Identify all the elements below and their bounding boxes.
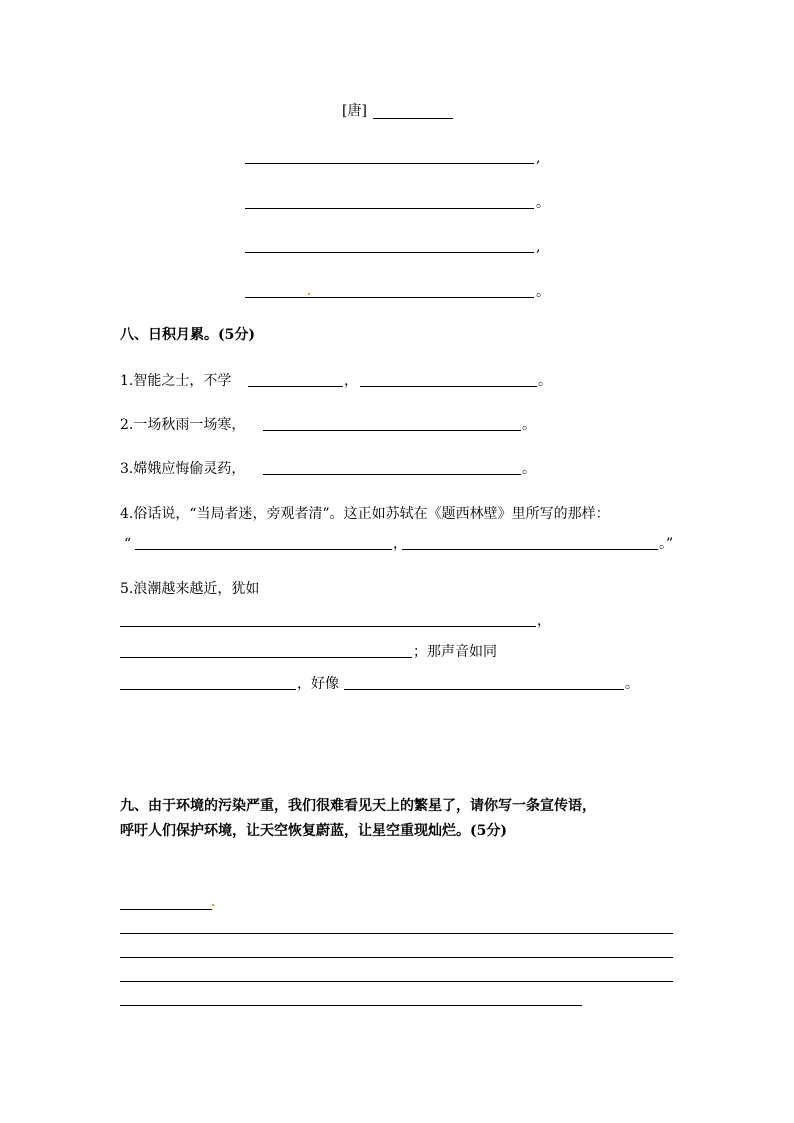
q2-blank[interactable] bbox=[263, 430, 521, 431]
q3-prefix: 3.嫦娥应悔偷灵药， bbox=[120, 461, 246, 477]
poem-line-4-blank[interactable] bbox=[245, 297, 534, 298]
q3-blank[interactable] bbox=[263, 474, 521, 475]
poem-line-3-blank[interactable] bbox=[245, 252, 534, 253]
stray-mark-2 bbox=[212, 904, 214, 906]
q5-mid: ；那声音如同 bbox=[413, 644, 497, 660]
stray-mark bbox=[308, 293, 310, 295]
q1-separator: ， bbox=[344, 373, 358, 389]
q1-end: 。 bbox=[538, 373, 552, 389]
slogan-line-4[interactable] bbox=[120, 1005, 582, 1006]
slogan-line-1[interactable] bbox=[120, 933, 673, 934]
q5-end: 。 bbox=[625, 676, 639, 692]
q4-blank-1[interactable] bbox=[135, 549, 392, 550]
slogan-blank-short[interactable] bbox=[120, 909, 212, 910]
q5-blank-1[interactable] bbox=[120, 626, 536, 627]
poem-line-3-punct: , bbox=[536, 239, 541, 255]
section-9-heading-line-2: 呼吁人们保护环境，让天空恢复蔚蓝，让星空重现灿烂。(5分) bbox=[120, 823, 507, 839]
poem-author-blank[interactable] bbox=[373, 118, 453, 119]
q5-blank-2[interactable] bbox=[120, 657, 412, 658]
poem-line-1-punct: , bbox=[536, 150, 541, 166]
q4-open-quote: “ bbox=[124, 536, 132, 552]
q1-blank-1[interactable] bbox=[248, 386, 343, 387]
q5-blank-3[interactable] bbox=[120, 689, 296, 690]
q3-end: 。 bbox=[522, 461, 536, 477]
poem-line-4-punct: 。 bbox=[536, 284, 550, 300]
q5-blank-4[interactable] bbox=[344, 689, 624, 690]
q4-text: 4.俗话说，“当局者迷，旁观者清”。这正如苏轼在《题西林壁》里所写的那样： bbox=[120, 506, 610, 522]
slogan-line-2[interactable] bbox=[120, 957, 673, 958]
q4-separator: ， bbox=[393, 536, 407, 552]
poem-dynasty: [唐] bbox=[342, 103, 367, 119]
section-9-heading-line-1: 九、由于环境的污染严重，我们很难看见天上的繁星了，请你写一条宣传语， bbox=[120, 798, 596, 814]
q4-end: 。” bbox=[659, 536, 674, 552]
poem-line-1-blank[interactable] bbox=[245, 163, 534, 164]
q2-prefix: 2.一场秋雨一场寒， bbox=[120, 417, 246, 433]
q5-like: ，好像 bbox=[297, 676, 339, 692]
q1-prefix: 1.智能之士，不学 bbox=[120, 373, 232, 389]
section-8-heading: 八、日积月累。(5分) bbox=[120, 327, 255, 343]
q4-blank-2[interactable] bbox=[402, 549, 658, 550]
q1-blank-2[interactable] bbox=[360, 386, 537, 387]
q5-prefix: 5.浪潮越来越近，犹如 bbox=[120, 581, 260, 597]
q2-end: 。 bbox=[522, 417, 536, 433]
slogan-line-3[interactable] bbox=[120, 981, 673, 982]
poem-line-2-blank[interactable] bbox=[245, 208, 534, 209]
q5-comma: ， bbox=[537, 613, 551, 629]
poem-line-2-punct: 。 bbox=[536, 195, 550, 211]
